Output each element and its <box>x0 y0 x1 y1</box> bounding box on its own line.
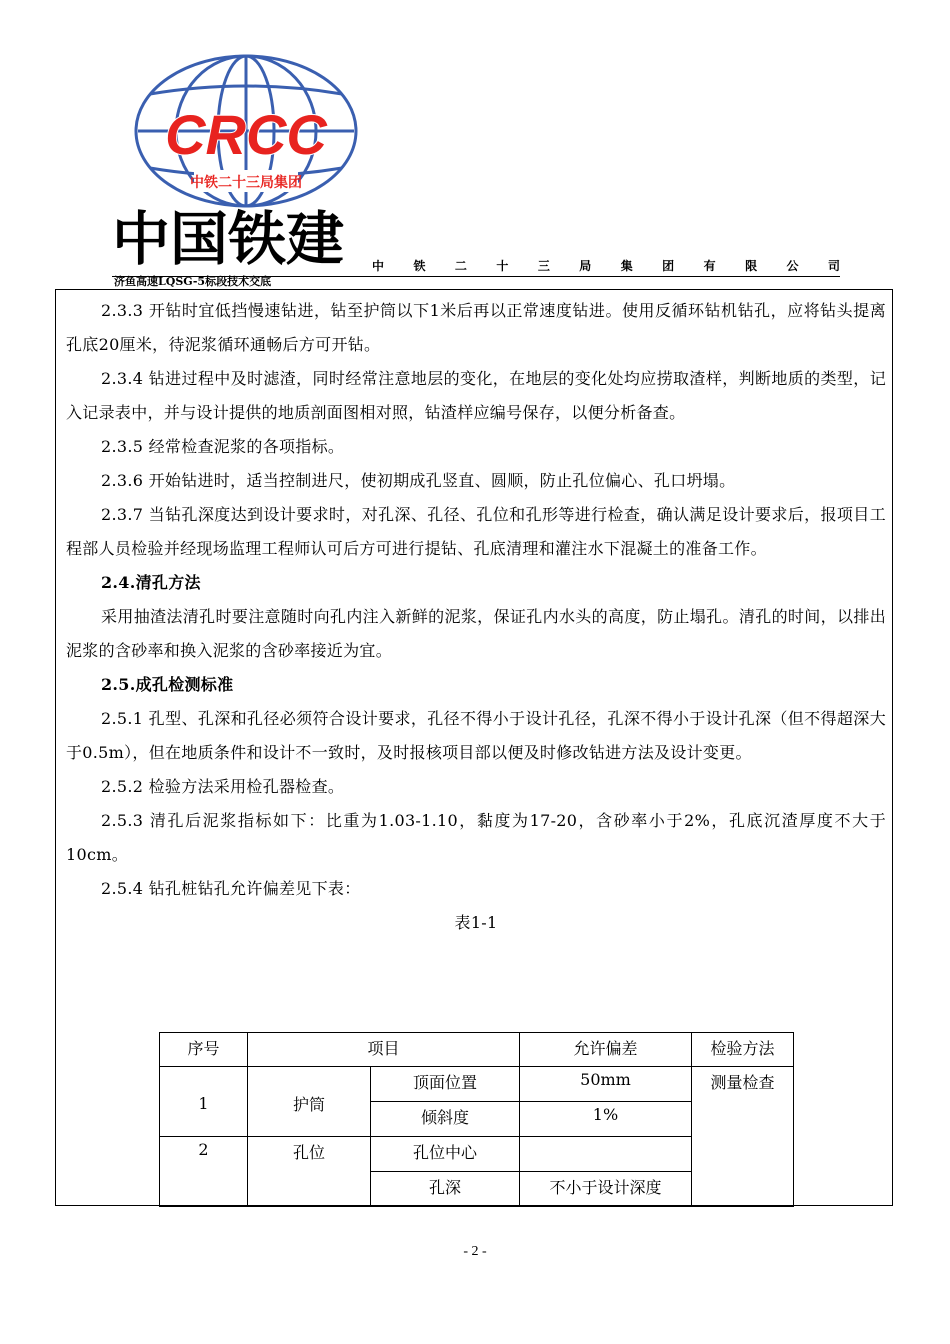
company-char: 限 <box>745 259 758 273</box>
header-method: 检验方法 <box>692 1033 794 1067</box>
project-label: 济鱼高速LQSG-5标段技术交底 <box>114 275 272 288</box>
paragraph-2-4: 采用抽渣法清孔时要注意随时向孔内注入新鲜的泥浆，保证孔内水头的高度，防止塌孔。清孔的时间，以排出泥浆的含砂率和换入泥浆的含砂率接近为宜。 <box>66 607 886 660</box>
body-text <box>66 294 886 940</box>
paragraph-2-3-5: 2.3.5 经常检查泥浆的各项指标。 <box>101 437 345 456</box>
paragraph-2-3-4: 2.3.4 钻进过程中及时滤渣，同时经常注意地层的变化，在地层的变化处均应捞取渣样，判断地质的类型，记入记录表中，并与设计提供的地质剖面图相对照，钻渣样应编号保存，以便分析备查。 <box>66 369 886 422</box>
cell-subitem: 倾斜度 <box>371 1102 520 1137</box>
cell-method: 测量检查 <box>692 1067 794 1207</box>
company-char: 集 <box>620 259 633 273</box>
paragraph-2-5-2: 2.5.2 检验方法采用检孔器检查。 <box>101 777 345 796</box>
table-header-row <box>160 1033 794 1067</box>
company-char: 三 <box>537 259 550 273</box>
table-row <box>160 1067 794 1102</box>
cell-tolerance: 1% <box>520 1102 692 1137</box>
header-tolerance: 允许偏差 <box>520 1033 692 1067</box>
company-char: 中 <box>372 259 385 273</box>
paragraph-2-3-3: 2.3.3 开钻时宜低挡慢速钻进，钻至护筒以下1米后再以正常速度钻进。使用反循环钻机钻孔，应将钻头提离孔底20厘米，待泥浆循环通畅后方可开钻。 <box>66 301 886 354</box>
company-char: 十 <box>496 259 509 273</box>
cell-item: 护筒 <box>248 1067 371 1137</box>
paragraph-2-3-7: 2.3.7 当钻孔深度达到设计要求时，对孔深、孔径、孔位和孔形等进行检查，确认满足设计要求后，报项目工程部人员检验并经现场监理工程师认可后方可进行提钻、孔底清理和灌注水下混凝土的准备工作。 <box>66 505 886 558</box>
content-frame <box>55 289 893 1206</box>
company-char: 司 <box>827 259 840 273</box>
paragraph-2-5-1: 2.5.1 孔型、孔深和孔径必须符合设计要求，孔径不得小于设计孔径，孔深不得小于设计孔深（但不得超深大于0.5m），但在地质条件和设计不一致时，及时报核项目部以便及时修改钻进方法及设计变更。 <box>66 709 886 762</box>
paragraph-2-5-3: 2.5.3 清孔后泥浆指标如下：比重为1.03-1.10，黏度为17-20，含砂率小于2%，孔底沉渣厚度不大于10cm。 <box>66 811 886 864</box>
cell-subitem: 孔深 <box>371 1172 520 1207</box>
company-char: 铁 <box>413 259 426 273</box>
brand-name: 中国铁建 <box>112 205 345 273</box>
paragraph-2-5-4: 2.5.4 钻孔桩钻孔允许偏差见下表： <box>101 879 361 898</box>
heading-2-4: 2.4.清孔方法 <box>101 573 201 592</box>
heading-2-5: 2.5.成孔检测标准 <box>101 675 234 694</box>
cell-tolerance <box>520 1137 692 1172</box>
cell-no: 2 <box>160 1137 248 1207</box>
cell-item: 孔位 <box>248 1137 371 1207</box>
company-char: 有 <box>703 259 716 273</box>
tolerance-table <box>159 1032 794 1207</box>
cell-subitem: 顶面位置 <box>371 1067 520 1102</box>
paragraph-2-3-6: 2.3.6 开始钻进时，适当控制进尺，使初期成孔竖直、圆顺，防止孔位偏心、孔口坍塌。 <box>101 471 736 490</box>
header-no: 序号 <box>160 1033 248 1067</box>
cell-tolerance: 50mm <box>520 1067 692 1102</box>
company-char: 公 <box>786 259 799 273</box>
page-number: - 2 - <box>463 1244 487 1259</box>
company-char: 二 <box>454 259 467 273</box>
logo-text: CRCC <box>165 103 327 166</box>
cell-no: 1 <box>160 1067 248 1137</box>
cell-subitem: 孔位中心 <box>371 1137 520 1172</box>
cell-tolerance: 不小于设计深度 <box>520 1172 692 1207</box>
table-caption: 表1-1 <box>454 913 498 932</box>
company-char: 团 <box>662 259 675 273</box>
crcc-logo <box>132 52 360 210</box>
header-item: 项目 <box>248 1033 520 1067</box>
company-name <box>372 258 840 274</box>
logo-subtext: 中铁二十三局集团 <box>190 175 302 191</box>
company-char: 局 <box>579 259 592 273</box>
